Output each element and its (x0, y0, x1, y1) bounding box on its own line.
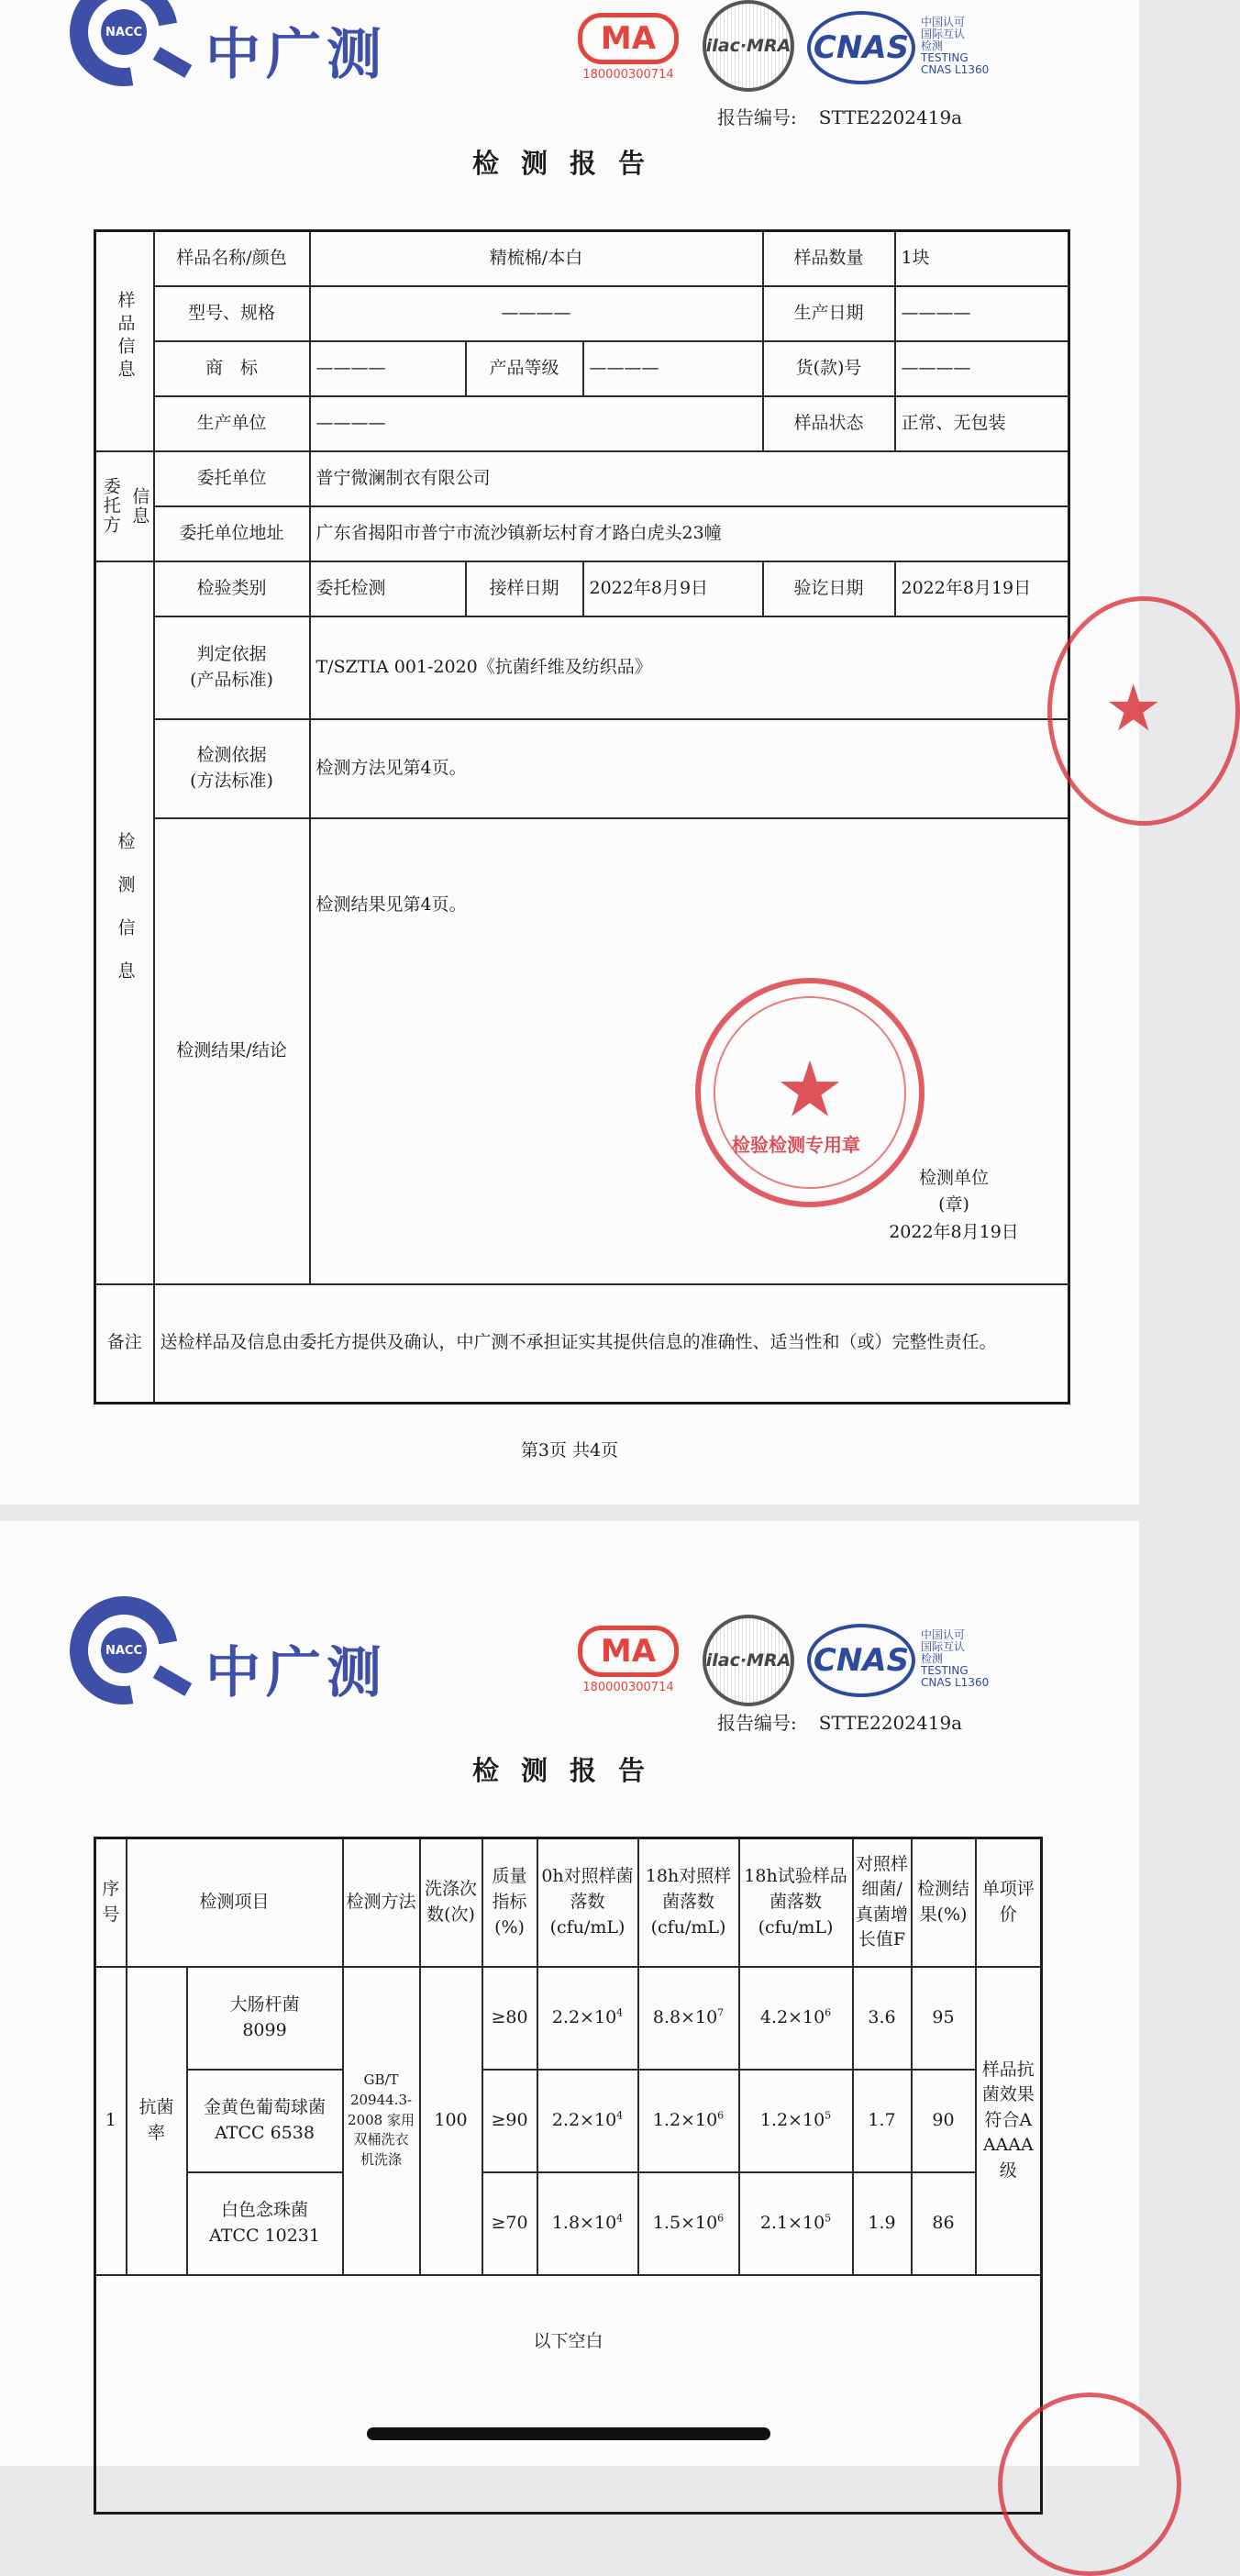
signature-block: 检测单位 (章) 2022年8月19日 (889, 1168, 1019, 1242)
col-washes: 洗涤次数(次) (420, 1838, 482, 1967)
col-verdict: 单项评价 (976, 1838, 1042, 1967)
side-seal-partial (998, 2393, 1181, 2576)
report-number: 报告编号: STTE2202419a (717, 106, 963, 128)
cnas-logo: CNAS 中国认可 国际互认 检测 TESTING CNAS L1360 (807, 11, 915, 84)
side-seal-partial: ★ (1047, 596, 1240, 826)
cnas-logo: CNAS 中国认可 国际互认 检测 TESTING CNAS L1360 (807, 1624, 915, 1697)
page-footer: 第3页 共4页 (520, 1440, 619, 1460)
report-number: 报告编号: STTE2202419a (717, 1712, 963, 1734)
row-verdict: 样品抗菌效果符合AAAAA级 (976, 1967, 1042, 2275)
sample-name: 精梳棉/本白 (310, 231, 763, 286)
group-test-info: 检测信息 (95, 561, 154, 1284)
seal-text: 检验检测专用章 (732, 1134, 860, 1156)
grade: ———— (583, 341, 763, 396)
finish-date: 2022年8月19日 (895, 561, 1069, 616)
col-method: 检测方法 (343, 1838, 420, 1967)
row-seq: 1 (95, 1967, 127, 2275)
cma-logo: MA 180000300714 (578, 1626, 679, 1694)
col-18h-sample: 18h试验样品菌落数(cfu/mL) (739, 1838, 853, 1967)
remark: 送检样品及信息由委托方提供及确认，中广测不承担证实其提供信息的准确性、适当性和（或）完整性责任。 (154, 1284, 1069, 1404)
sample-state: 正常、无包装 (895, 396, 1069, 451)
test-result-table (94, 1837, 1043, 2515)
model: ———— (310, 286, 763, 341)
col-seq: 序号 (95, 1838, 127, 1967)
cnas-side-text: 中国认可 国际互认 检测 TESTING CNAS L1360 (921, 16, 990, 76)
col-index: 质量指标(%) (482, 1838, 537, 1967)
producer: ———— (310, 396, 763, 451)
test-method: 检测方法见第4页。 (310, 719, 1069, 818)
col-result: 检测结果(%) (912, 1838, 976, 1967)
client-name: 普宁微澜制衣有限公司 (310, 451, 1069, 506)
cma-logo: MA 180000300714 (578, 13, 679, 82)
prod-date: ———— (895, 286, 1069, 341)
table-row: 1 抗菌率 大肠杆菌 8099 GB/T 20944.3-2008 家用双桶洗衣机洗涤 100 ≥80 $2.2\times 10^4$ $8.8\times 10^7$ $4.2\times 10^6$ 3.6 95 样品抗菌效果符合AAAAA级 (95, 1967, 1042, 2070)
home-indicator[interactable] (367, 2427, 770, 2440)
blank-note: 以下空白 (95, 2275, 1042, 2514)
item-no: ———— (895, 341, 1069, 396)
client-address: 广东省揭阳市普宁市流沙镇新坛村育才路白虎头23幢 (310, 506, 1069, 561)
col-0h-control: 0h对照样菌落数(cfu/mL) (537, 1838, 638, 1967)
sample-qty: 1块 (895, 231, 1069, 286)
sample-info-table: 样品信息 样品名称/颜色 精梳棉/本白 样品数量 1块 型号、规格 ———— 生产日期 ———— 商 标 ———— 产品等级 ———— 货(款)号 ———— 生产单位 ———— 样品状态 正常、无包装 委托方 信息 委托单位 普宁微澜制衣有限公司 委托单位地址 广东省揭阳市普宁市流沙镇新坛村育才路白虎头23幢 检测信息 检验类别 委托检测 接样日期 2022年8月9日 验讫日期 2022年8月19日 判定依据 (产品标准) T/SZTIA 001-2020《抗菌纤维及纺织品》 检测依据 (方法标准) 检测方法见第4页。 检测结果/结论 检测结果见第4页。 备注 送检样品及信息由委托方提供及确认，中广测不承担证实其提供信息的准确性、适当性和（或）完整性责任。 (94, 229, 1070, 1405)
test-result: 检测结果见第4页。 (316, 894, 467, 915)
col-growth-f: 对照样细菌/真菌增长值F (853, 1838, 912, 1967)
table-row: 白色念珠菌 ATCC 10231 ≥70 $1.8\times 10^4$ $1.5\times 10^6$ $2.1\times 10^5$ 1.9 86 (95, 2172, 1042, 2275)
logo-text: 中广测 (205, 23, 387, 87)
cnas-side-text: 中国认可 国际互认 检测 TESTING CNAS L1360 (921, 1628, 990, 1689)
table-row: 金黄色葡萄球菌 ATCC 6538 ≥90 $2.2\times 10^4$ $1.2\times 10^6$ $1.2\times 10^5$ 1.7 90 (95, 2070, 1042, 2172)
receive-date: 2022年8月9日 (583, 561, 763, 616)
report-page-4 (0, 1521, 1139, 2466)
col-item: 检测项目 (127, 1838, 343, 1967)
logo-text: 中广测 (205, 1641, 387, 1705)
group-sample-info: 样品信息 (95, 231, 154, 451)
ilac-mra-logo: ilac·MRA (703, 1615, 794, 1706)
document-title: 检测报告 (471, 148, 667, 179)
logo-badge: NACC (101, 1627, 147, 1673)
ilac-mra-logo: ilac·MRA (703, 0, 794, 92)
document-title: 检测报告 (471, 1755, 667, 1786)
group-client-info: 委托方 信息 (95, 451, 154, 561)
test-type: 委托检测 (310, 561, 466, 616)
row-washes: 100 (420, 1967, 482, 2275)
logo-badge: NACC (101, 9, 147, 55)
row-category: 抗菌率 (127, 1967, 187, 2275)
brand: ———— (310, 341, 466, 396)
judgement-basis: T/SZTIA 001-2020《抗菌纤维及纺织品》 (310, 616, 1069, 719)
row-method: GB/T 20944.3-2008 家用双桶洗衣机洗涤 (343, 1967, 420, 2275)
seal-star-icon: ★ (775, 1044, 845, 1135)
col-18h-control: 18h对照样菌落数(cfu/mL) (638, 1838, 739, 1967)
